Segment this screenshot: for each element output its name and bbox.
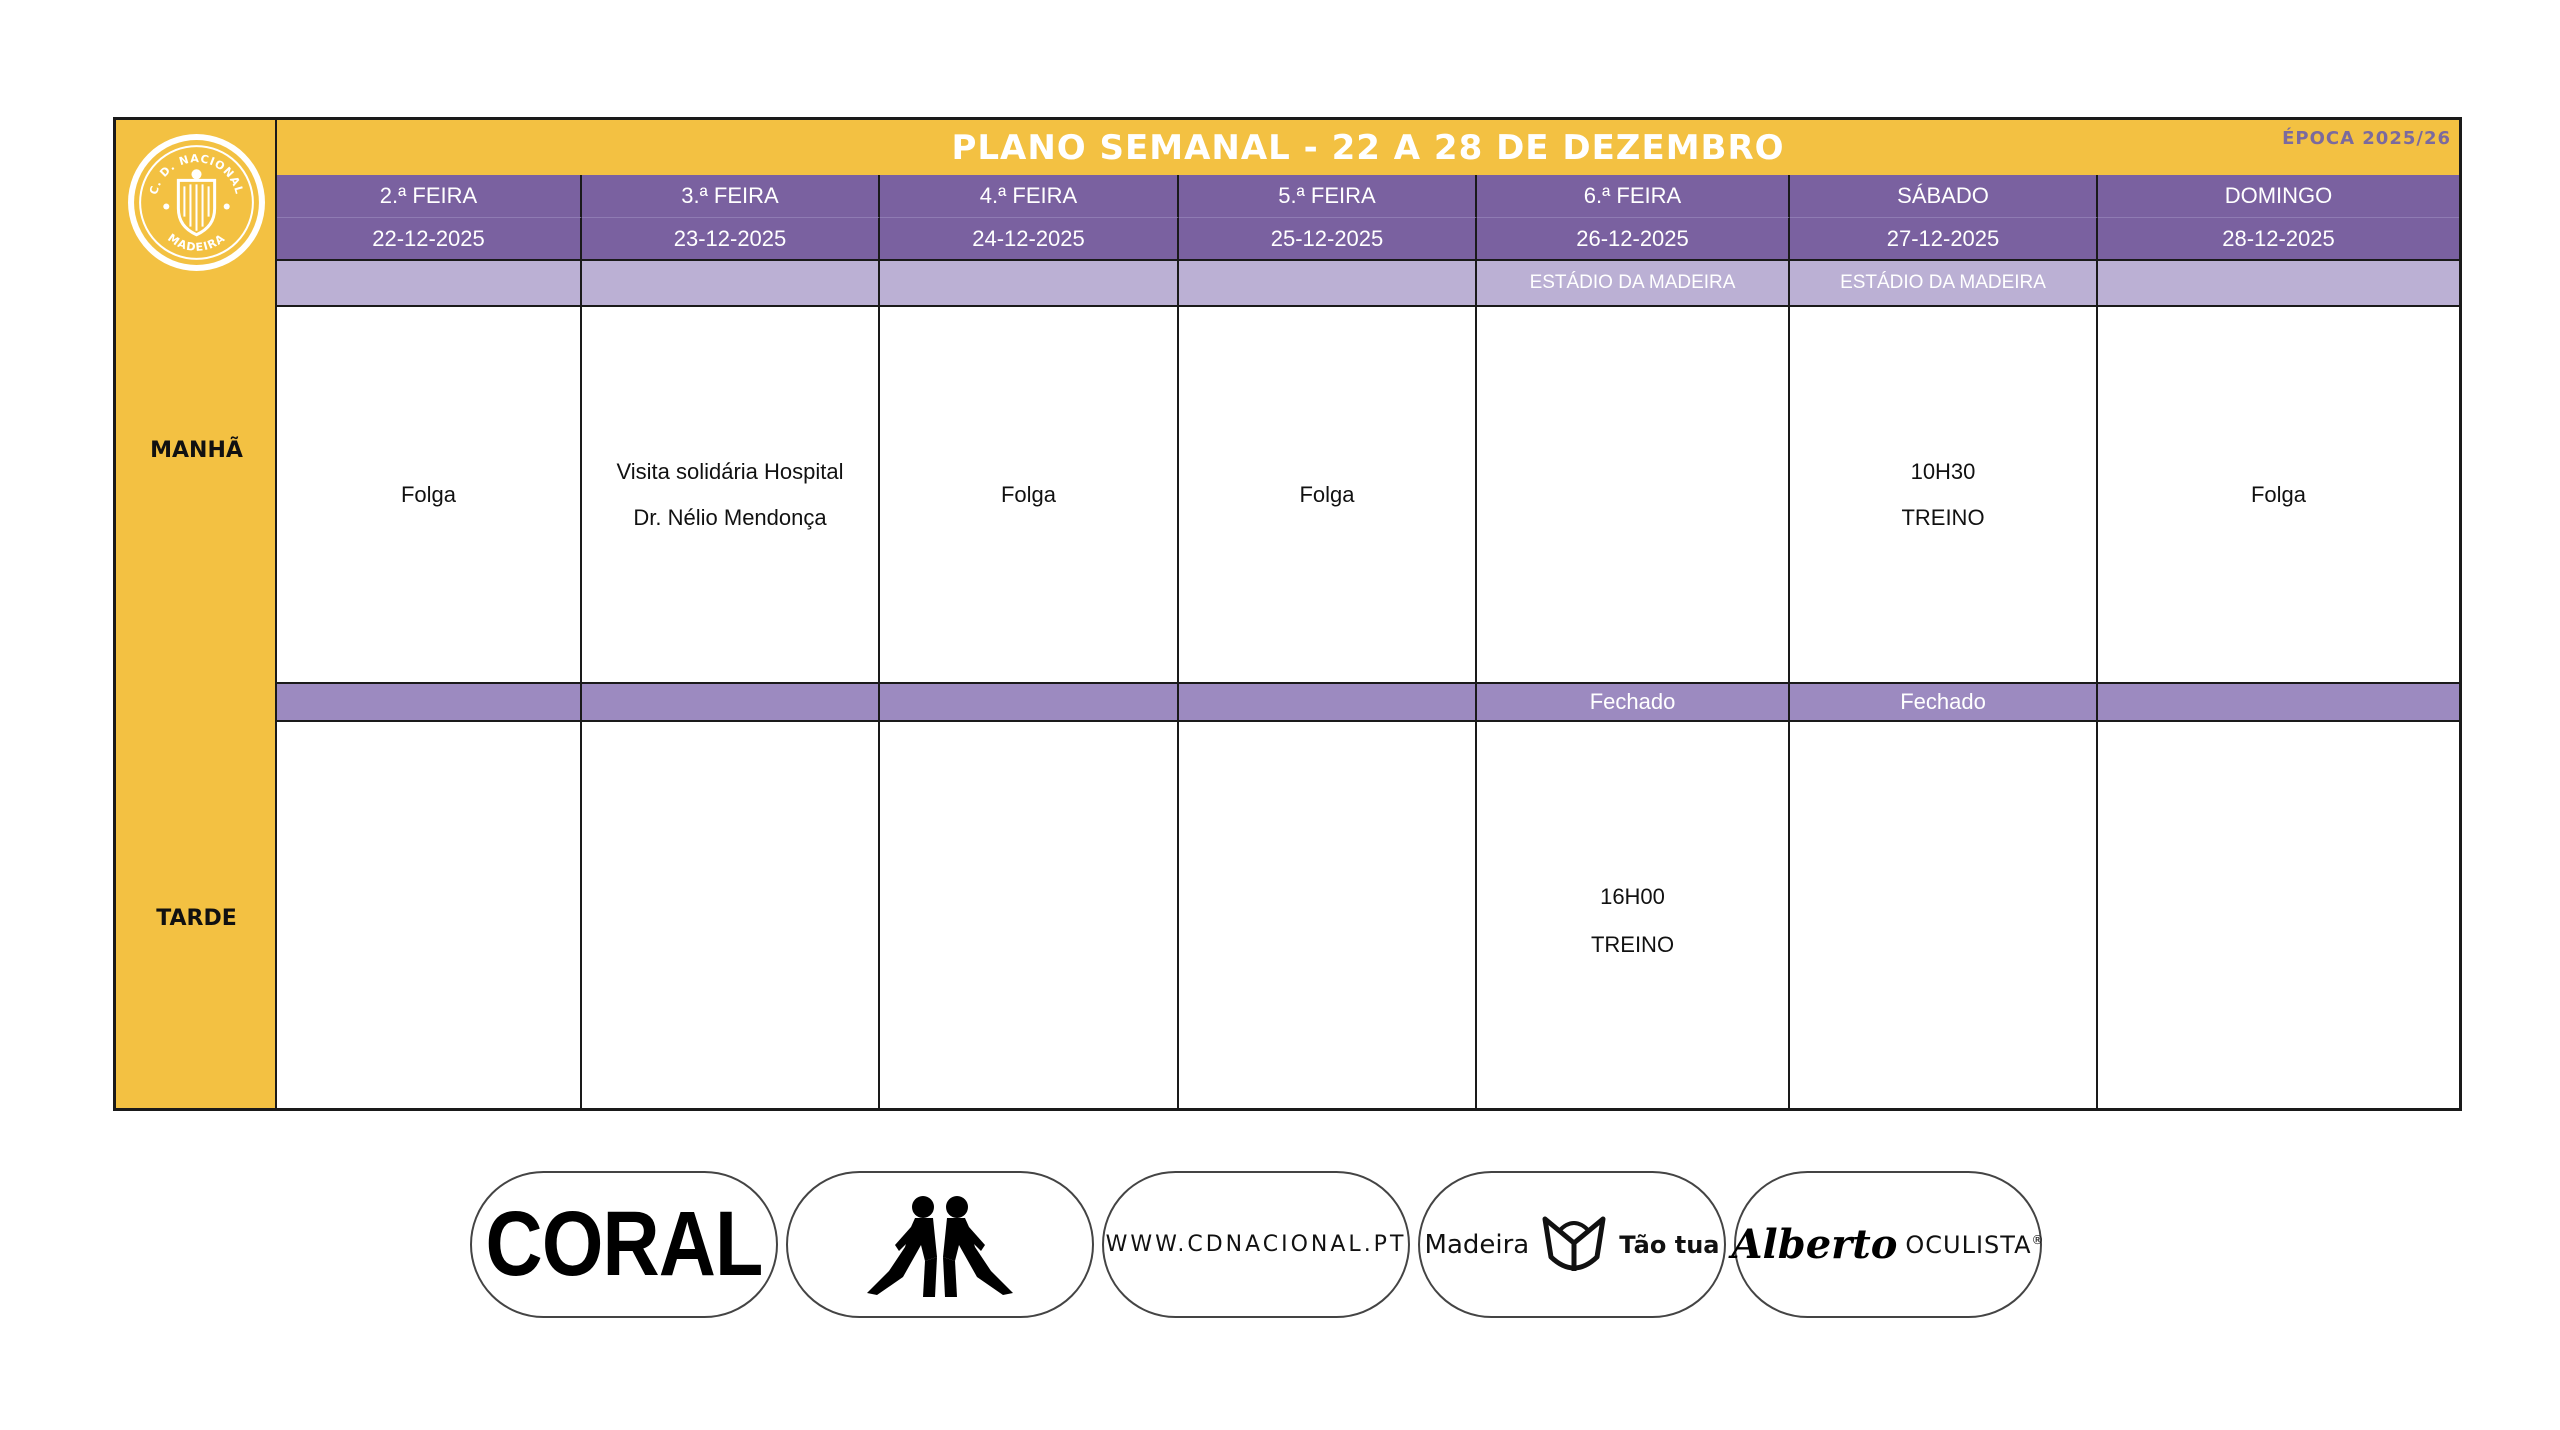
afternoon-fri <box>1477 722 1790 1108</box>
morning-fri <box>1477 307 1790 684</box>
morning-tue-line-1: Visita solidária Hospital <box>616 458 844 484</box>
morning-thu-line-1: Folga <box>1299 481 1355 507</box>
afternoon-thu <box>1179 722 1477 1108</box>
schedule-grid <box>277 175 2459 1108</box>
left-column <box>116 120 277 1108</box>
sponsor-website[interactable] <box>1102 1171 1410 1318</box>
morning-sat <box>1790 307 2098 684</box>
morning-tue-line-2: Dr. Nélio Mendonça <box>633 504 827 530</box>
morning-tue <box>582 307 880 684</box>
sponsor-coral[interactable] <box>470 1171 778 1318</box>
sponsor-bar <box>470 1171 2046 1318</box>
morning-wed <box>880 307 1179 684</box>
status-mon <box>277 684 582 722</box>
morning-sat-line-1: 10H30 <box>1910 458 1976 484</box>
alberto-name: Alberto <box>1731 1221 1898 1268</box>
day-date-sat: 27-12-2025 <box>1790 218 2098 261</box>
venue-sun <box>2098 261 2459 307</box>
status-fri: Fechado <box>1477 684 1790 722</box>
afternoon-label: TARDE <box>156 906 237 931</box>
madeira-tagline: Tão tua <box>1619 1230 1720 1259</box>
alberto-subtitle <box>1905 1231 2044 1259</box>
kappa-logo-icon <box>825 1185 1055 1305</box>
website-url: WWW.CDNACIONAL.PT <box>1105 1232 1407 1257</box>
afternoon-sun <box>2098 722 2459 1108</box>
page-title: PLANO SEMANAL - 22 A 28 DE DEZEMBRO <box>951 127 1785 168</box>
venue-thu <box>1179 261 1477 307</box>
day-date-mon: 22-12-2025 <box>277 218 582 261</box>
morning-label: MANHÃ <box>150 438 243 463</box>
day-name-fri: 6.ª FEIRA <box>1477 175 1790 218</box>
venue-mon <box>277 261 582 307</box>
venue-sat: ESTÁDIO DA MADEIRA <box>1790 261 2098 307</box>
weekly-schedule <box>113 117 2462 1111</box>
afternoon-fri-line-2: TREINO <box>1590 932 1675 957</box>
registered-mark: ® <box>2031 1232 2045 1247</box>
day-name-tue: 3.ª FEIRA <box>582 175 880 218</box>
afternoon-sat <box>1790 722 2098 1108</box>
sponsor-kappa[interactable] <box>786 1171 1094 1318</box>
season-label: ÉPOCA 2025/26 <box>2282 128 2451 149</box>
afternoon-fri-line-1: 16H00 <box>1600 884 1665 909</box>
sponsor-alberto-oculista[interactable] <box>1731 1171 2045 1318</box>
afternoon-mon <box>277 722 582 1108</box>
status-sun <box>2098 684 2459 722</box>
morning-sun-line-1: Folga <box>2250 481 2307 507</box>
day-date-thu: 25-12-2025 <box>1179 218 1477 261</box>
morning-wed-line-1: Folga <box>1000 481 1057 507</box>
morning-sun <box>2098 307 2459 684</box>
afternoon-wed <box>880 722 1179 1108</box>
day-date-sun: 28-12-2025 <box>2098 218 2459 261</box>
venue-tue <box>582 261 880 307</box>
day-date-fri: 26-12-2025 <box>1477 218 1790 261</box>
madeira-flower-icon <box>1539 1213 1609 1277</box>
status-sat: Fechado <box>1790 684 2098 722</box>
venue-fri: ESTÁDIO DA MADEIRA <box>1477 261 1790 307</box>
morning-sat-line-2: TREINO <box>1901 504 1985 530</box>
crest-bottom-text: MADEIRA <box>165 231 228 255</box>
title-bar <box>277 120 2459 175</box>
morning-mon <box>277 307 582 684</box>
morning-mon-line-1: Folga <box>400 481 457 507</box>
crest-top-text: C. D. NACIONAL <box>147 152 246 197</box>
madeira-word: Madeira <box>1424 1229 1530 1260</box>
venue-wed <box>880 261 1179 307</box>
day-date-wed: 24-12-2025 <box>880 218 1179 261</box>
status-thu <box>1179 684 1477 722</box>
status-wed <box>880 684 1179 722</box>
coral-logo-text: CORAL <box>485 1193 763 1295</box>
day-name-sat: SÁBADO <box>1790 175 2098 218</box>
day-name-thu: 5.ª FEIRA <box>1179 175 1477 218</box>
morning-thu <box>1179 307 1477 684</box>
day-date-tue: 23-12-2025 <box>582 218 880 261</box>
alberto-subtitle-text: OCULISTA <box>1905 1230 2032 1259</box>
status-tue <box>582 684 880 722</box>
sponsor-madeira[interactable] <box>1418 1171 1726 1318</box>
afternoon-tue <box>582 722 880 1108</box>
day-name-mon: 2.ª FEIRA <box>277 175 582 218</box>
day-name-sun: DOMINGO <box>2098 175 2459 218</box>
club-crest-icon <box>126 132 267 273</box>
day-name-wed: 4.ª FEIRA <box>880 175 1179 218</box>
